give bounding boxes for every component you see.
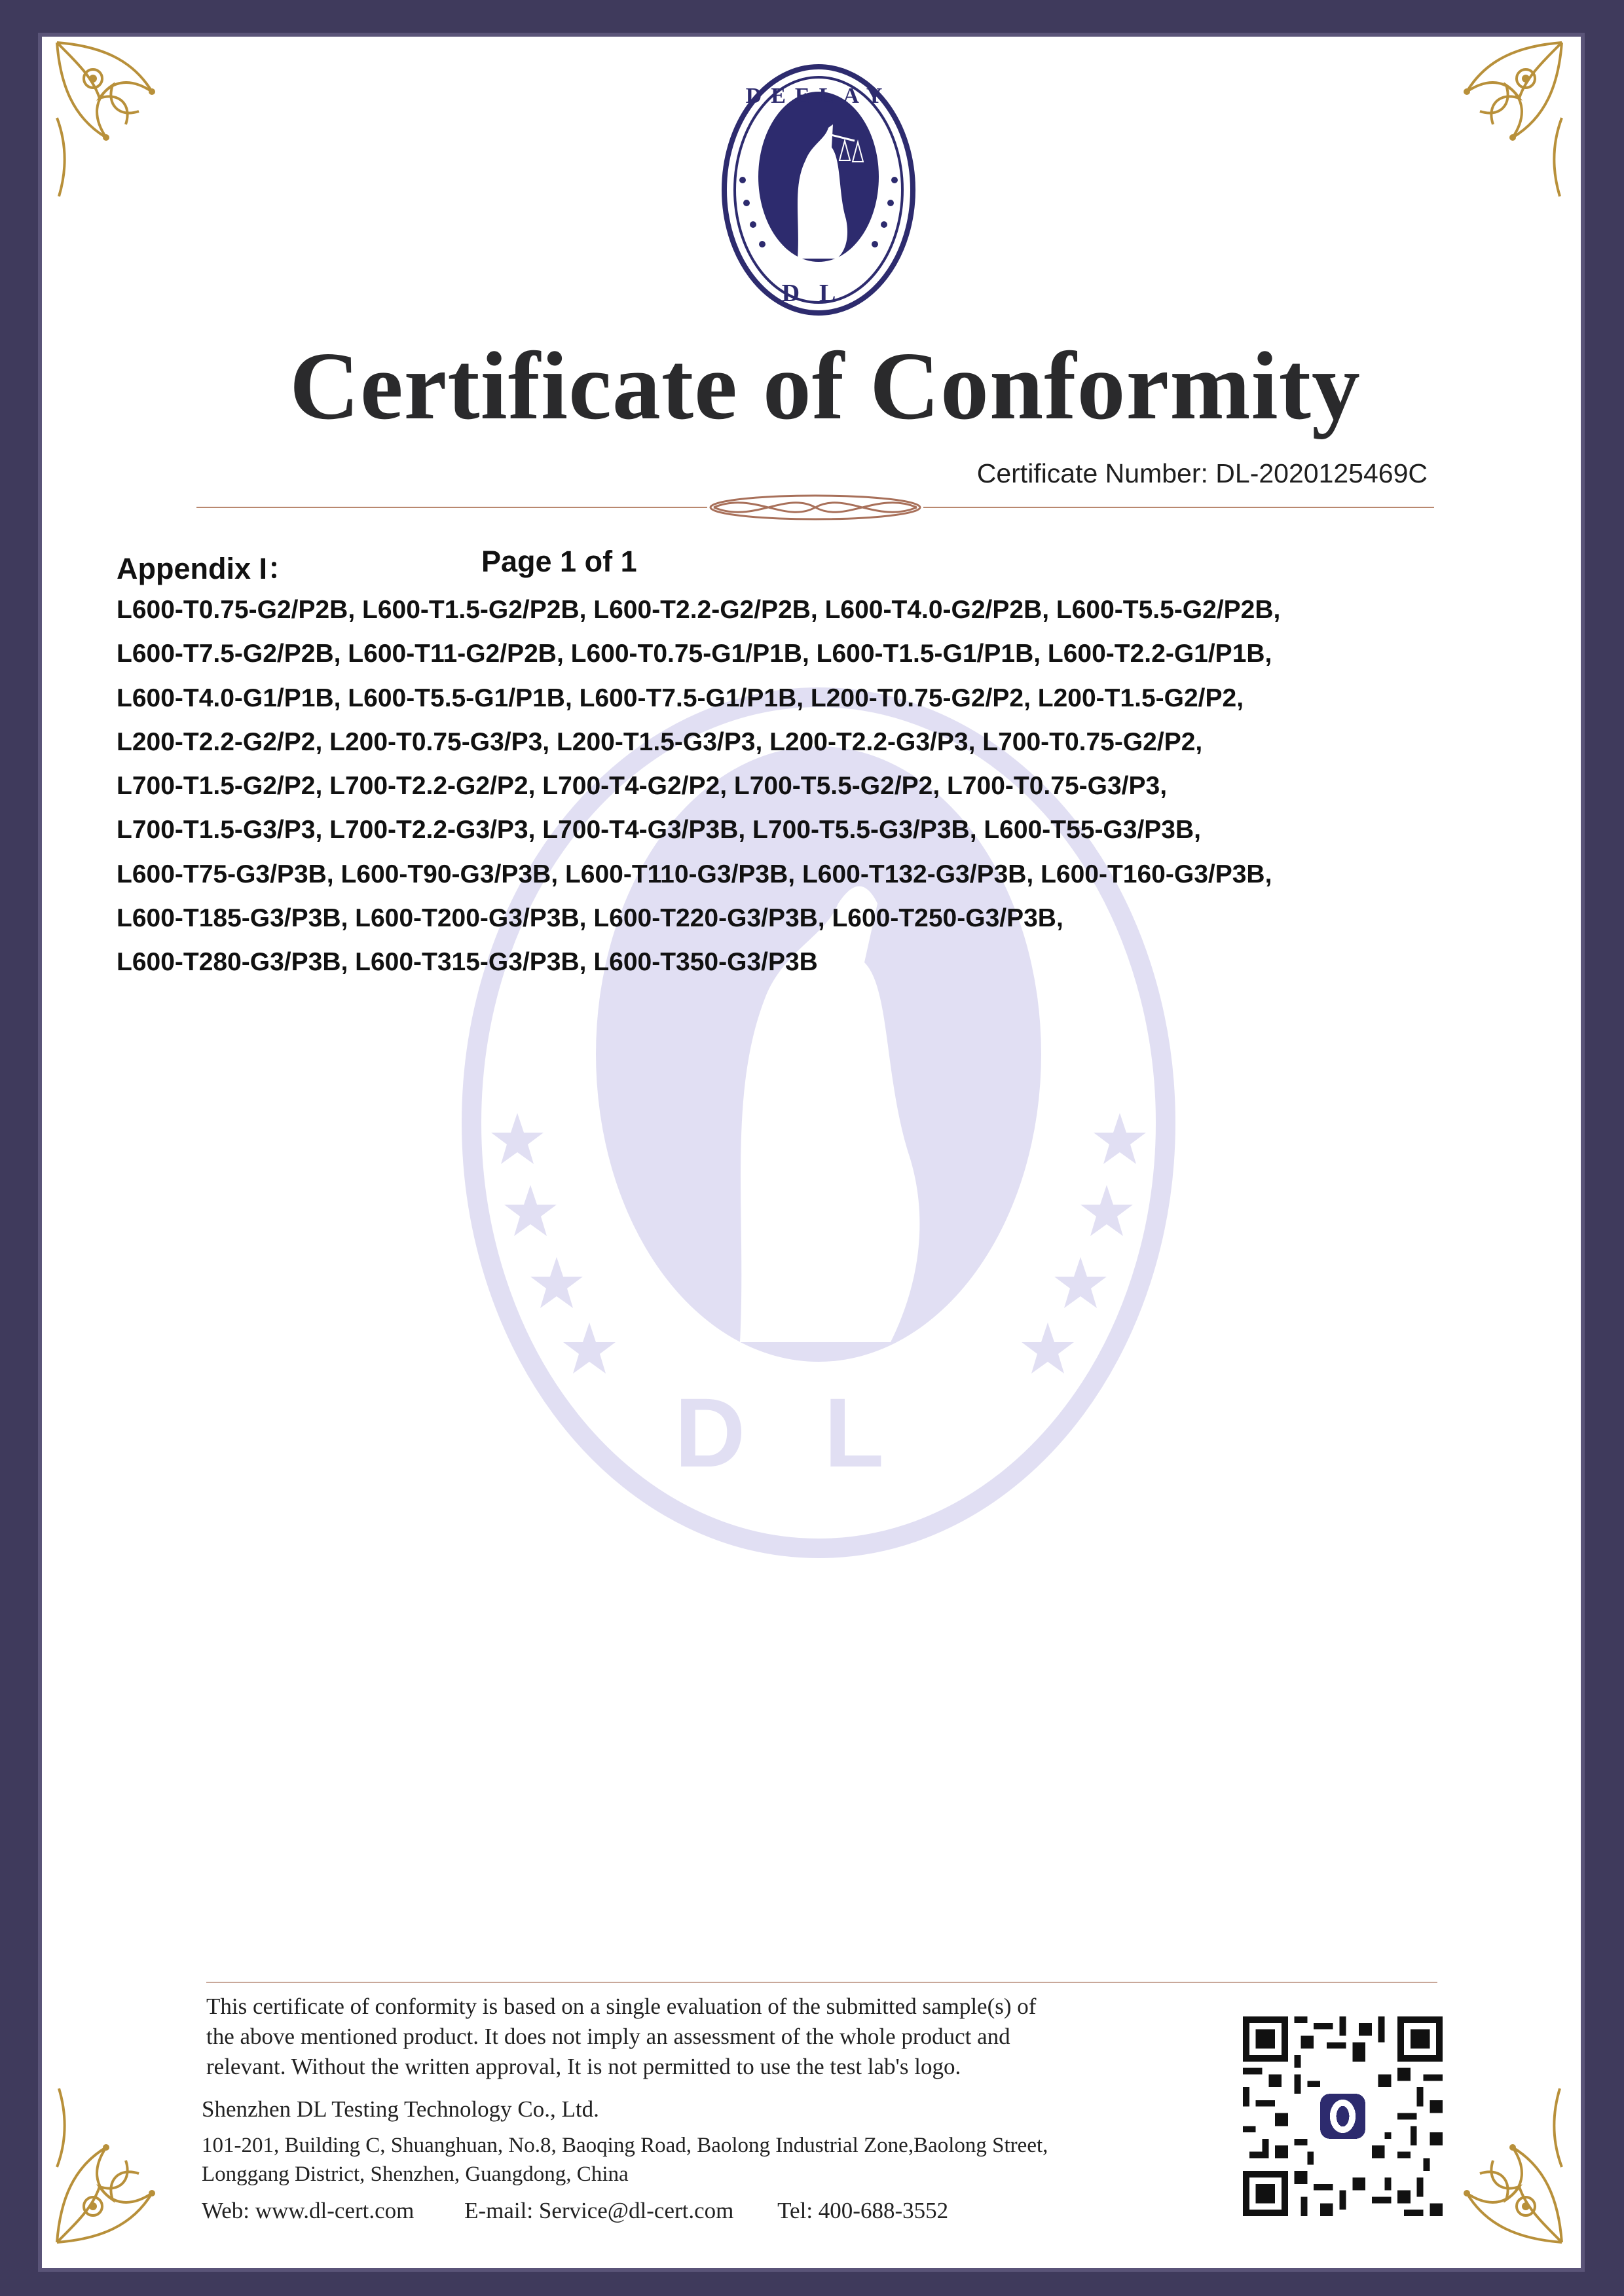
model-line: L600-T0.75-G2/P2B, L600-T1.5-G2/P2B, L600-T2.2-G2/P2B, L600-T4.0-G2/P2B, L600-T5.5-G2/P2B, bbox=[117, 596, 1281, 624]
model-line: L700-T1.5-G2/P2, L700-T2.2-G2/P2, L700-T4-G2/P2, L700-T5.5-G2/P2, L700-T0.75-G3/P3, bbox=[117, 772, 1168, 801]
certificate-title: Certificate of Conformity bbox=[289, 333, 1361, 440]
model-line: L600-T4.0-G1/P1B, L600-T5.5-G1/P1B, L600-T7.5-G1/P1B, L200-T0.75-G2/P2, L200-T1.5-G2/P2, bbox=[117, 683, 1244, 712]
model-line: L600-T280-G3/P3B, L600-T315-G3/P3B, L600-T350-G3/P3B bbox=[117, 948, 818, 977]
phone-number: Tel: 400-688-3552 bbox=[777, 2198, 949, 2223]
company-name: Shenzhen DL Testing Technology Co., Ltd. bbox=[202, 2096, 599, 2122]
address-line: 101-201, Building C, Shuanghuan, No.8, Baoqing Road, Baolong Industrial Zone,Baolong Street, bbox=[202, 2134, 1048, 2157]
address-line: Longgang District, Shenzhen, Guangdong, China bbox=[202, 2162, 629, 2186]
website-link[interactable]: Web: www.dl-cert.com bbox=[202, 2198, 415, 2223]
disclaimer-line: the above mentioned product. It does not imply an assessment of the whole product and bbox=[206, 2024, 1010, 2049]
contact-info bbox=[202, 2198, 948, 2224]
model-line: L600-T75-G3/P3B, L600-T90-G3/P3B, L600-T110-G3/P3B, L600-T132-G3/P3B, L600-T160-G3/P3B, bbox=[117, 860, 1272, 888]
deelay-logo bbox=[720, 62, 917, 318]
model-line: L600-T185-G3/P3B, L600-T200-G3/P3B, L600-T220-G3/P3B, L600-T250-G3/P3B, bbox=[117, 904, 1063, 933]
corner-ornament-bottom-left bbox=[54, 2082, 165, 2246]
disclaimer-line: This certificate of conformity is based on a single evaluation of the submitted sample(s) of bbox=[206, 1994, 1037, 2019]
disclaimer bbox=[206, 1992, 1215, 2082]
appendix-heading: Appendix I： bbox=[117, 552, 297, 585]
qr-code[interactable] bbox=[1243, 2016, 1443, 2216]
model-list bbox=[117, 588, 1459, 985]
model-line: L700-T1.5-G3/P3, L700-T2.2-G3/P3, L700-T4-G3/P3B, L700-T5.5-G3/P3B, L600-T55-G3/P3B, bbox=[117, 816, 1201, 845]
disclaimer-line: relevant. Without the written approval, It is not permitted to use the test lab's logo. bbox=[206, 2054, 961, 2079]
company-address bbox=[202, 2131, 1223, 2189]
certificate-number: Certificate Number: DL-2020125469C bbox=[976, 458, 1428, 488]
corner-ornament-bottom-right bbox=[1454, 2082, 1565, 2246]
email-link[interactable]: E-mail: Service@dl-cert.com bbox=[464, 2198, 734, 2223]
watermark-text: DL bbox=[674, 1377, 963, 1487]
page-indicator: Page 1 of 1 bbox=[481, 545, 637, 578]
ornamental-divider bbox=[196, 491, 1434, 524]
model-line: L200-T2.2-G2/P2, L200-T0.75-G3/P3, L200-T1.5-G3/P3, L200-T2.2-G3/P3, L700-T0.75-G2/P2, bbox=[117, 727, 1203, 756]
logo-top-text: DEELAY bbox=[745, 84, 892, 108]
logo-bottom-text: DL bbox=[781, 280, 856, 307]
corner-ornament-top-left bbox=[54, 39, 165, 203]
model-line: L600-T7.5-G2/P2B, L600-T11-G2/P2B, L600-T0.75-G1/P1B, L600-T1.5-G1/P1B, L600-T2.2-G1/P1B, bbox=[117, 640, 1272, 668]
footer-divider bbox=[206, 1982, 1437, 1983]
corner-ornament-top-right bbox=[1454, 39, 1565, 203]
